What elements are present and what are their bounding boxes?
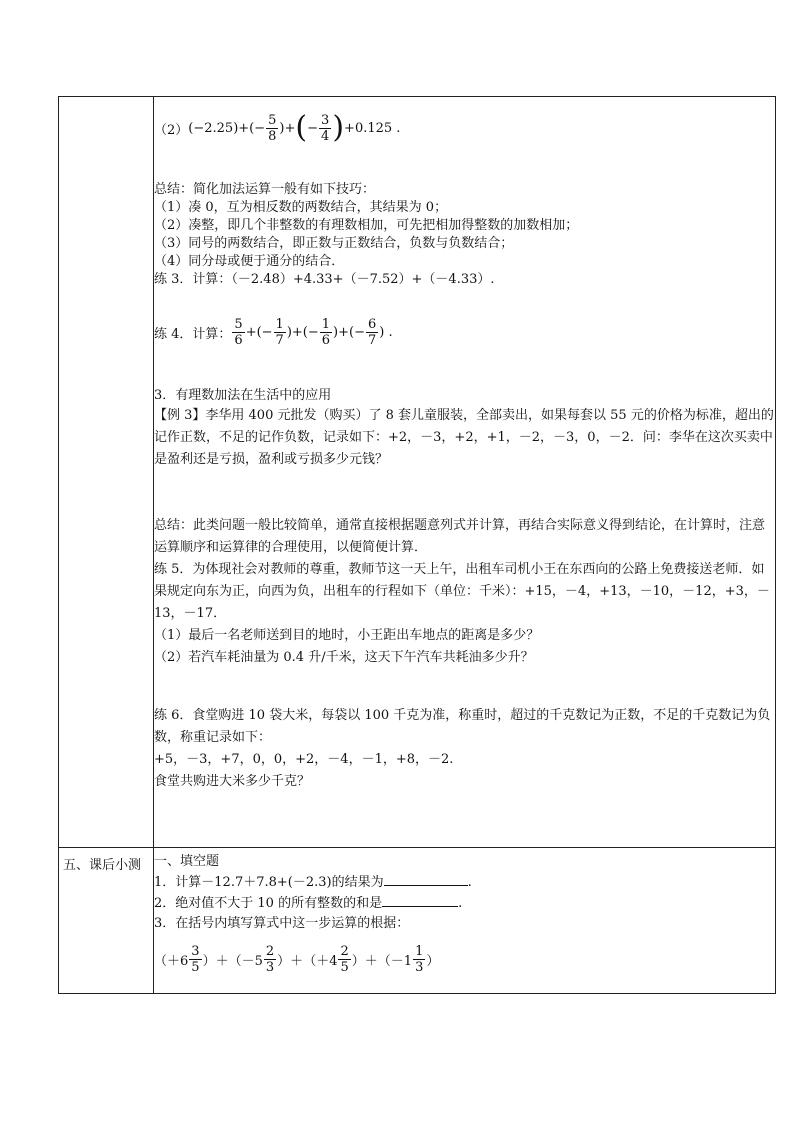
summary-title: 总结：简化加法运算一般有如下技巧：	[154, 182, 376, 197]
section-5-label: 五、课后小测	[63, 858, 142, 873]
quiz-q2-end: .	[458, 896, 463, 911]
practice-6-data: +5，－3，+7，0，0，+2，－4，－1，+8，－2.	[154, 752, 454, 767]
answer-blank[interactable]	[382, 893, 458, 907]
table-row	[59, 848, 776, 994]
expr-op: ＋	[215, 953, 229, 969]
section-3-title: 3．有理数加法在生活中的应用	[154, 388, 332, 403]
mixed-term	[229, 944, 291, 975]
denominator: 3	[415, 959, 424, 975]
practice-5: 练 5．为体现社会对教师的尊重，教师节这一天上午，出租车司机小王在东西向的公路上免费接送老师．如果规定向东为正，向西为负，出租车的行程如下（单位：千米）：+15，－4，+13，－10，－12，+3，－13，－17．	[154, 562, 770, 621]
practice-5-q1: （1）最后一名老师送到目的地时，小王距出车地点的距离是多少？	[154, 628, 540, 643]
mixed-term	[378, 944, 440, 975]
expr-sign: −	[307, 120, 319, 136]
denominator: 5	[191, 959, 200, 975]
expr-end: ) .	[379, 324, 393, 340]
expr-term: (−2.25)	[188, 120, 239, 136]
fraction	[274, 317, 286, 348]
fraction	[232, 317, 244, 348]
table-row	[59, 97, 776, 848]
numerator: 5	[268, 112, 277, 128]
expr-op: )+(−	[333, 324, 365, 340]
numerator: 1	[321, 316, 331, 332]
expr-op: )+(−	[286, 324, 319, 340]
practice-5-q2: （2）若汽车耗油量为 0.4 升/千米，这天下午汽车共耗油多少升？	[154, 650, 534, 665]
expr-op: ＋	[290, 953, 304, 969]
expr-op: +	[344, 120, 355, 136]
expr-op: +	[284, 120, 296, 136]
lesson-table	[58, 96, 776, 994]
summary-item: （3）同号的两数结合，即正数与正数结合，负数与负数结合；	[154, 236, 514, 251]
denominator: 7	[367, 332, 377, 348]
term-close: ）	[277, 953, 291, 969]
quiz-q1	[154, 872, 775, 893]
practice-4	[154, 309, 775, 355]
quiz-q1-text: 1．计算－12.7＋7.8+(－2.3)的结果为	[154, 875, 384, 890]
expression-2	[154, 101, 775, 155]
left-cell-empty	[59, 97, 154, 848]
expr-op: +(−	[245, 324, 273, 340]
term-open: （＋6	[154, 953, 189, 969]
answer-blank[interactable]	[384, 872, 468, 886]
numerator: 1	[275, 316, 284, 332]
summary-item: （1）凑 0，互为相反数的两数结合，其结果为 0；	[154, 200, 448, 215]
practice-label: 练 4．计算：	[154, 326, 232, 342]
practice-6-question: 食堂共购进大米多少千克？	[154, 774, 311, 789]
fraction	[366, 317, 378, 348]
mixed-number-expression	[154, 934, 775, 984]
denominator: 5	[340, 959, 349, 975]
term-close: ）	[202, 953, 216, 969]
worksheet-table	[58, 96, 776, 993]
term-open: （＋4	[303, 953, 338, 969]
fraction	[264, 944, 276, 975]
big-paren-left: (	[295, 110, 308, 145]
denominator: 4	[321, 128, 330, 144]
summary-2: 总结：此类问题一般比较简单，通常直接根据题意列式并计算，再结合实际意义得到结论，在计算时，注意运算顺序和运算律的合理使用，以便简便计算．	[154, 518, 766, 555]
numerator: 3	[321, 112, 330, 128]
expr-term: 0.125 .	[354, 120, 401, 136]
left-cell	[59, 848, 154, 994]
term-open: （－5	[228, 953, 263, 969]
practice-3: 练 3．计算：（－2.48）+4.33+（－7.52）+（－4.33）.	[154, 272, 495, 287]
big-paren-right: )	[332, 110, 345, 145]
fraction	[319, 113, 331, 144]
denominator: 3	[265, 959, 275, 975]
example-3: 【例 3】李华用 400 元批发（购买）了 8 套儿童服装，全部卖出，如果每套以 55 元的价格为标准，超出的记作正数，不足的记作负数，记录如下：+2，－3，+2，+1，－2，－3，0，－2．问：李华在这次买卖中是盈利还是亏损，盈利或亏损多少元钱？	[154, 408, 774, 467]
fraction	[266, 113, 278, 144]
numerator: 2	[340, 943, 349, 959]
term-open: （－1	[377, 953, 413, 969]
mixed-term	[303, 944, 365, 975]
expr-paren: (−	[249, 120, 266, 136]
denominator: 6	[234, 332, 243, 348]
fraction	[320, 317, 332, 348]
quiz-q3: 3．在括号内填写算式中这一步运算的根据：	[154, 916, 410, 931]
summary-item: （2）凑整，即几个非整数的有理数相加，可先把相加得整数的加数相加；	[154, 218, 579, 233]
numerator: 1	[415, 943, 424, 959]
content-cell	[154, 97, 776, 848]
quiz-heading: 一、填空题	[154, 854, 220, 869]
denominator: 8	[268, 128, 277, 144]
summary-item: （4）同分母或便于通分的结合．	[154, 254, 345, 269]
expr-paren: )	[279, 120, 285, 136]
expr-op: +	[238, 120, 250, 136]
practice-6: 练 6．食堂购进 10 袋大米，每袋以 100 千克为准，称重时，超过的千克数记为正数，不足的千克数记为负数，称重记录如下：	[154, 708, 771, 745]
expr-op: ＋	[364, 953, 378, 969]
numerator: 3	[191, 943, 200, 959]
fraction	[189, 944, 201, 975]
numerator: 6	[367, 316, 377, 332]
quiz-cell	[154, 848, 776, 994]
expr-label: （2）	[154, 122, 189, 138]
fraction	[338, 944, 350, 975]
quiz-q1-end: .	[467, 875, 472, 890]
term-close: ）	[351, 953, 365, 969]
quiz-q2-text: 2．绝对值不大于 10 的所有整数的和是	[154, 896, 383, 911]
denominator: 7	[275, 332, 284, 348]
denominator: 6	[321, 332, 331, 348]
fraction	[413, 944, 425, 975]
numerator: 5	[234, 316, 243, 332]
quiz-q2	[154, 893, 775, 914]
term-close: ）	[426, 953, 440, 969]
mixed-term	[154, 944, 216, 975]
numerator: 2	[265, 943, 275, 959]
